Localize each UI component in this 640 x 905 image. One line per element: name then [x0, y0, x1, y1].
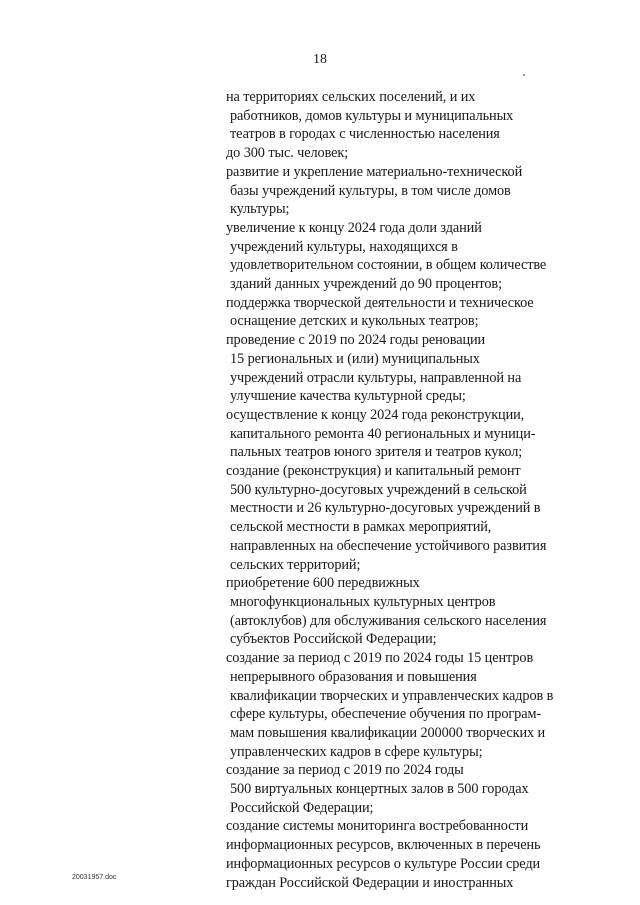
text-line: осуществление к концу 2024 года реконструкции, [226, 406, 525, 423]
text-line: субъектов Российской Федерации; [230, 631, 437, 648]
text-line: местности и 26 культурно-досуговых учреждений в [230, 500, 541, 517]
text-line: поддержка творческой деятельности и техническое [226, 294, 534, 311]
text-line: учреждений отрасли культуры, направленной на [230, 369, 522, 386]
text-line: базы учреждений культуры, в том числе домов [230, 182, 511, 199]
text-line: до 300 тыс. человек; [226, 145, 349, 162]
text-line: оснащение детских и кукольных театров; [230, 313, 479, 330]
text-line: информационных ресурсов, включенных в перечень [226, 837, 541, 854]
page-number: 18 [313, 52, 327, 67]
text-line: работников, домов культуры и муниципальных [230, 107, 514, 124]
text-line: на территориях сельских поселений, и их [226, 89, 476, 105]
text-line: развитие и укрепление материально-технической [226, 163, 523, 180]
text-line: пальных театров юного зрителя и театров кукол; [230, 444, 523, 461]
text-line: непрерывного образования и повышения [230, 668, 477, 685]
text-line: зданий данных учреждений до 90 процентов; [230, 276, 502, 293]
text-line: создание системы мониторинга востребованности [226, 818, 529, 835]
text-line: сфере культуры, обеспечение обучения по програм- [230, 706, 542, 723]
text-line: (автоклубов) для обслуживания сельского населения [230, 612, 547, 629]
text-line: удовлетворительном состоянии, в общем количестве [230, 257, 547, 274]
text-line: 15 региональных и (или) муниципальных [230, 350, 480, 367]
text-line: увеличение к концу 2024 года доли зданий [226, 219, 482, 236]
text-line: проведение с 2019 по 2024 годы реновации [226, 332, 486, 349]
text-line: направленных на обеспечение устойчивого развития [230, 537, 547, 554]
text-line: создание (реконструкция) и капитальный ремонт [226, 463, 521, 480]
text-line: квалификации творческих и управленческих кадров в [230, 687, 554, 704]
text-line: театров в городах с численностью населения [230, 126, 500, 143]
scan-speck [523, 74, 525, 76]
text-line: учреждений культуры, находящихся в [230, 238, 458, 255]
text-line: сельской местности в рамках мероприятий, [230, 519, 492, 536]
text-line: управленческих кадров в сфере культуры; [230, 743, 483, 760]
text-line: создание за период с 2019 по 2024 годы 15 центров [226, 650, 534, 667]
text-line: сельских территорий; [230, 556, 361, 573]
text-line: многофункциональных культурных центров [230, 593, 496, 610]
text-line: информационных ресурсов о культуре России среди [226, 855, 541, 872]
text-line: создание за период с 2019 по 2024 годы [226, 762, 464, 779]
body-text [226, 88, 566, 892]
text-line: 500 культурно-досуговых учреждений в сельской [230, 481, 527, 498]
text-line: Российской Федерации; [230, 799, 374, 816]
text-line: приобретение 600 передвижных [226, 575, 420, 592]
text-line: культуры; [230, 201, 290, 218]
text-line: граждан Российской Федерации и иностранных [226, 874, 514, 891]
text-line: мам повышения квалификации 200000 творческих и [230, 724, 546, 741]
text-line: 500 виртуальных концертных залов в 500 городах [230, 781, 529, 798]
text-line: капитального ремонта 40 региональных и муници- [230, 425, 536, 442]
text-line: улучшение качества культурной среды; [230, 388, 466, 405]
footer-filename: 20031957.doc [72, 874, 117, 881]
